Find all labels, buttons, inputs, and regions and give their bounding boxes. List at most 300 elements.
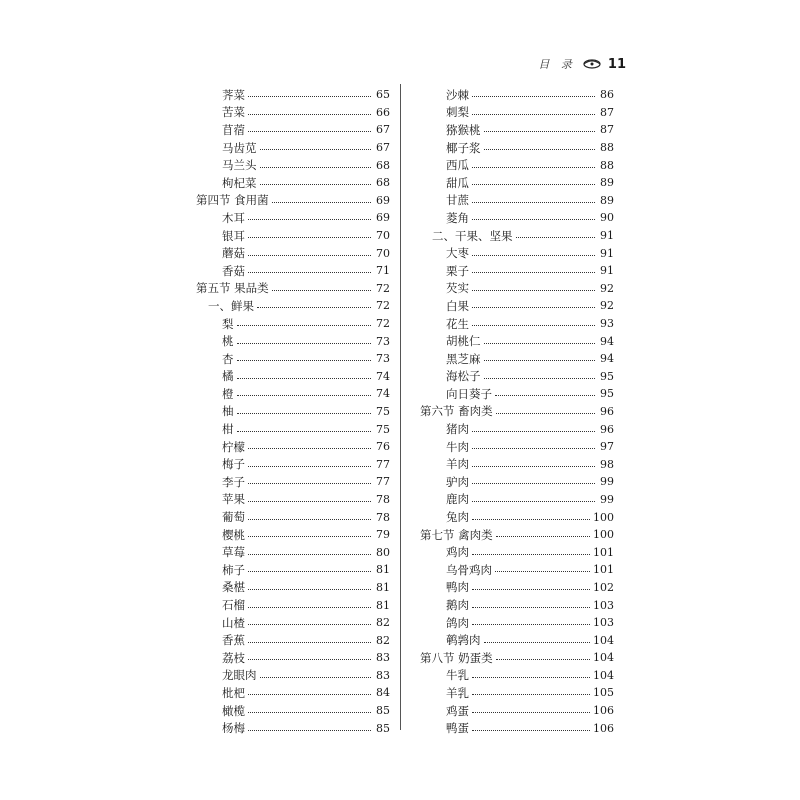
toc-item-entry[interactable] [196, 596, 390, 614]
toc-entry-title: 苹果 [222, 492, 245, 507]
toc-entry-page: 96 [600, 422, 614, 436]
toc-section-entry[interactable] [196, 192, 390, 210]
toc-item-entry[interactable] [420, 280, 614, 298]
toc-entry-page: 67 [376, 123, 390, 137]
toc-entry-page: 74 [376, 387, 390, 401]
toc-entry-page: 93 [600, 317, 614, 331]
toc-entry-page: 82 [376, 616, 390, 630]
dot-leader [257, 307, 371, 308]
toc-entry-page: 106 [593, 704, 614, 718]
toc-item-entry[interactable] [420, 631, 614, 649]
dot-leader [248, 131, 371, 132]
toc-item-entry[interactable] [196, 649, 390, 667]
dot-leader [248, 642, 371, 643]
toc-entry-page: 99 [600, 475, 614, 489]
page-header [538, 56, 626, 72]
decorative-leaf-icon [582, 58, 602, 70]
toc-item-entry[interactable] [420, 209, 614, 227]
toc-section-entry[interactable] [420, 649, 614, 667]
toc-entry-page: 87 [600, 123, 614, 137]
toc-item-entry[interactable] [196, 420, 390, 438]
toc-entry-title: 蘑菇 [222, 246, 245, 261]
toc-entry-page: 68 [376, 158, 390, 172]
toc-entry-page: 106 [593, 721, 614, 735]
dot-leader [495, 571, 590, 572]
toc-entry-title: 鸡蛋 [446, 703, 469, 718]
toc-entry-title: 羊肉 [446, 457, 469, 472]
dot-leader [472, 694, 590, 695]
toc-item-entry[interactable] [420, 121, 614, 139]
dot-leader [237, 343, 372, 344]
toc-entry-title: 鹿肉 [446, 492, 469, 507]
toc-item-entry[interactable] [420, 86, 614, 104]
toc-entry-title: 一、鲜果 [208, 298, 254, 313]
dot-leader [472, 167, 595, 168]
dot-leader [472, 677, 590, 678]
dot-leader [248, 624, 371, 625]
toc-item-entry[interactable] [196, 543, 390, 561]
toc-entry-page: 81 [376, 580, 390, 594]
toc-entry-page: 85 [376, 721, 390, 735]
dot-leader [248, 114, 371, 115]
toc-item-entry[interactable] [196, 139, 390, 157]
dot-leader [248, 501, 371, 502]
toc-entry-title: 第七节 禽肉类 [420, 527, 493, 542]
toc-entry-page: 76 [376, 440, 390, 454]
toc-entry-title: 向日葵子 [446, 386, 492, 401]
dot-leader [496, 536, 590, 537]
toc-entry-title: 第五节 果品类 [196, 281, 269, 296]
dot-leader [472, 712, 590, 713]
toc-entry-title: 马兰头 [222, 158, 257, 173]
dot-leader [472, 554, 590, 555]
toc-entry-page: 103 [593, 616, 614, 630]
toc-entry-title: 梨 [222, 316, 234, 331]
toc-section-entry[interactable] [420, 403, 614, 421]
toc-right-column [420, 86, 614, 737]
toc-item-entry[interactable] [420, 667, 614, 685]
toc-entry-title: 荔枝 [222, 650, 245, 665]
dot-leader [248, 607, 371, 608]
toc-item-entry[interactable] [196, 508, 390, 526]
toc-entry-title: 芡实 [446, 281, 469, 296]
toc-section-entry[interactable] [420, 526, 614, 544]
toc-item-entry[interactable] [196, 719, 390, 737]
toc-item-entry[interactable] [420, 702, 614, 720]
toc-entry-page: 100 [593, 528, 614, 542]
dot-leader [260, 167, 372, 168]
toc-item-entry[interactable] [420, 262, 614, 280]
toc-entry-title: 鹅肉 [446, 598, 469, 613]
toc-item-entry[interactable] [420, 139, 614, 157]
toc-entry-title: 木耳 [222, 210, 245, 225]
toc-entry-title: 第八节 奶蛋类 [420, 650, 493, 665]
toc-item-entry[interactable] [196, 403, 390, 421]
toc-item-entry[interactable] [420, 174, 614, 192]
toc-entry-title: 牛乳 [446, 668, 469, 683]
toc-item-entry[interactable] [196, 86, 390, 104]
toc-item-entry[interactable] [196, 332, 390, 350]
toc-entry-title: 龙眼肉 [222, 668, 257, 683]
toc-entry-page: 92 [600, 299, 614, 313]
toc-entry-title: 椰子浆 [446, 140, 481, 155]
toc-item-entry[interactable] [196, 244, 390, 262]
toc-entry-title: 花生 [446, 316, 469, 331]
toc-item-entry[interactable] [420, 719, 614, 737]
column-divider [400, 84, 401, 730]
dot-leader [472, 431, 595, 432]
toc-entry-title: 鸭蛋 [446, 721, 469, 736]
toc-entry-page: 91 [600, 246, 614, 260]
dot-leader [237, 360, 372, 361]
toc-entry-title: 黑芝麻 [446, 351, 481, 366]
toc-entry-title: 甘蔗 [446, 193, 469, 208]
toc-entry-title: 刺梨 [446, 105, 469, 120]
toc-entry-page: 82 [376, 633, 390, 647]
toc-entry-title: 苜蓿 [222, 122, 245, 137]
toc-entry-title: 橘 [222, 369, 234, 384]
dot-leader [248, 659, 371, 660]
toc-entry-page: 83 [376, 651, 390, 665]
toc-entry-title: 第四节 食用菌 [196, 193, 269, 208]
toc-entry-page: 73 [376, 352, 390, 366]
dot-leader [237, 431, 372, 432]
toc-item-entry[interactable] [420, 491, 614, 509]
toc-entry-title: 葡萄 [222, 510, 245, 525]
toc-entry-title: 兔肉 [446, 510, 469, 525]
toc-entry-title: 猕猴桃 [446, 122, 481, 137]
toc-entry-page: 87 [600, 105, 614, 119]
toc-entry-title: 山楂 [222, 615, 245, 630]
toc-entry-title: 橄榄 [222, 703, 245, 718]
toc-entry-title: 李子 [222, 474, 245, 489]
toc-item-entry[interactable] [420, 684, 614, 702]
toc-entry-page: 100 [593, 510, 614, 524]
dot-leader [472, 607, 590, 608]
toc-item-entry[interactable] [196, 368, 390, 386]
toc-entry-page: 105 [593, 686, 614, 700]
toc-entry-page: 104 [593, 668, 614, 682]
dot-leader [472, 184, 595, 185]
toc-entry-page: 94 [600, 352, 614, 366]
toc-item-entry[interactable] [196, 438, 390, 456]
toc-item-entry[interactable] [420, 332, 614, 350]
toc-entry-title: 苦菜 [222, 105, 245, 120]
toc-item-entry[interactable] [420, 561, 614, 579]
toc-entry-page: 95 [600, 369, 614, 383]
toc-entry-page: 94 [600, 334, 614, 348]
dot-leader [472, 290, 595, 291]
toc-entry-title: 第六节 畜肉类 [420, 404, 493, 419]
toc-entry-page: 75 [376, 422, 390, 436]
toc-entry-title: 梅子 [222, 457, 245, 472]
toc-item-entry[interactable] [196, 684, 390, 702]
toc-entry-title: 甜瓜 [446, 175, 469, 190]
toc-entry-title: 柚 [222, 404, 234, 419]
toc-item-entry[interactable] [196, 174, 390, 192]
dot-leader [248, 483, 371, 484]
toc-item-entry[interactable] [420, 385, 614, 403]
toc-item-entry[interactable] [196, 473, 390, 491]
dot-leader [472, 307, 595, 308]
toc-item-entry[interactable] [196, 104, 390, 122]
dot-leader [484, 378, 596, 379]
toc-entry-title: 橙 [222, 386, 234, 401]
toc-entry-page: 74 [376, 369, 390, 383]
dot-leader [237, 325, 372, 326]
dot-leader [248, 589, 371, 590]
toc-entry-title: 枸杞菜 [222, 175, 257, 190]
toc-item-entry[interactable] [420, 368, 614, 386]
toc-entry-title: 香菇 [222, 263, 245, 278]
toc-section-entry[interactable] [196, 280, 390, 298]
toc-item-entry[interactable] [420, 455, 614, 473]
toc-item-entry[interactable] [196, 262, 390, 280]
dot-leader [248, 448, 371, 449]
toc-item-entry[interactable] [196, 526, 390, 544]
toc-item-entry[interactable] [196, 156, 390, 174]
toc-item-entry[interactable] [420, 244, 614, 262]
dot-leader [472, 483, 595, 484]
toc-entry-title: 胡桃仁 [446, 334, 481, 349]
toc-subsection-entry[interactable] [420, 227, 614, 245]
toc-entry-page: 91 [600, 229, 614, 243]
toc-item-entry[interactable] [420, 315, 614, 333]
toc-entry-page: 101 [593, 545, 614, 559]
toc-item-entry[interactable] [196, 455, 390, 473]
toc-entry-page: 70 [376, 229, 390, 243]
toc-item-entry[interactable] [420, 543, 614, 561]
toc-item-entry[interactable] [420, 438, 614, 456]
dot-leader [248, 536, 371, 537]
header-title: 目 录 [538, 58, 576, 71]
toc-item-entry[interactable] [420, 156, 614, 174]
toc-item-entry[interactable] [196, 631, 390, 649]
toc-item-entry[interactable] [196, 385, 390, 403]
toc-entry-title: 驴肉 [446, 474, 469, 489]
toc-entry-page: 96 [600, 404, 614, 418]
toc-entry-title: 菱角 [446, 210, 469, 225]
dot-leader [472, 202, 595, 203]
toc-entry-title: 鸭肉 [446, 580, 469, 595]
dot-leader [248, 237, 371, 238]
dot-leader [472, 96, 595, 97]
toc-entry-page: 77 [376, 475, 390, 489]
toc-entry-title: 猪肉 [446, 422, 469, 437]
toc-item-entry[interactable] [196, 667, 390, 685]
toc-entry-page: 69 [376, 211, 390, 225]
toc-entry-page: 70 [376, 246, 390, 260]
toc-entry-page: 99 [600, 492, 614, 506]
dot-leader [496, 659, 590, 660]
dot-leader [472, 519, 590, 520]
toc-entry-title: 马齿苋 [222, 140, 257, 155]
toc-entry-page: 91 [600, 264, 614, 278]
toc-entry-page: 92 [600, 281, 614, 295]
dot-leader [248, 694, 371, 695]
toc-entry-title: 栗子 [446, 263, 469, 278]
dot-leader [472, 624, 590, 625]
dot-leader [484, 149, 596, 150]
toc-entry-page: 72 [376, 281, 390, 295]
toc-entry-title: 柑 [222, 422, 234, 437]
toc-entry-title: 桑椹 [222, 580, 245, 595]
toc-entry-page: 95 [600, 387, 614, 401]
toc-entry-title: 西瓜 [446, 158, 469, 173]
toc-entry-title: 柿子 [222, 562, 245, 577]
toc-left-column [196, 86, 390, 737]
toc-entry-title: 杨梅 [222, 721, 245, 736]
toc-item-entry[interactable] [196, 614, 390, 632]
toc-entry-page: 78 [376, 510, 390, 524]
toc-entry-title: 荠菜 [222, 87, 245, 102]
dot-leader [248, 554, 371, 555]
dot-leader [248, 219, 371, 220]
dot-leader [516, 237, 596, 238]
toc-entry-page: 65 [376, 88, 390, 102]
dot-leader [472, 589, 590, 590]
toc-entry-page: 83 [376, 668, 390, 682]
toc-entry-title: 樱桃 [222, 527, 245, 542]
toc-entry-page: 89 [600, 193, 614, 207]
toc-entry-title: 香蕉 [222, 633, 245, 648]
toc-entry-title: 草莓 [222, 545, 245, 560]
toc-entry-page: 102 [593, 580, 614, 594]
toc-entry-title: 二、干果、坚果 [432, 228, 513, 243]
toc-entry-page: 88 [600, 158, 614, 172]
dot-leader [248, 255, 371, 256]
toc-entry-page: 103 [593, 598, 614, 612]
toc-item-entry[interactable] [196, 579, 390, 597]
toc-item-entry[interactable] [196, 209, 390, 227]
toc-entry-title: 石榴 [222, 598, 245, 613]
dot-leader [472, 501, 595, 502]
dot-leader [248, 96, 371, 97]
toc-subsection-entry[interactable] [196, 297, 390, 315]
toc-entry-title: 鹌鹑肉 [446, 633, 481, 648]
toc-entry-title: 杏 [222, 351, 234, 366]
toc-entry-title: 银耳 [222, 228, 245, 243]
toc-entry-page: 66 [376, 105, 390, 119]
toc-entry-page: 69 [376, 193, 390, 207]
dot-leader [237, 413, 372, 414]
toc-entry-page: 85 [376, 704, 390, 718]
dot-leader [260, 149, 372, 150]
toc-item-entry[interactable] [420, 473, 614, 491]
toc-entry-page: 90 [600, 211, 614, 225]
dot-leader [472, 255, 595, 256]
toc-entry-page: 104 [593, 633, 614, 647]
toc-item-entry[interactable] [420, 596, 614, 614]
toc-entry-page: 75 [376, 404, 390, 418]
dot-leader [248, 730, 371, 731]
dot-leader [472, 114, 595, 115]
dot-leader [260, 677, 372, 678]
toc-item-entry[interactable] [196, 121, 390, 139]
dot-leader [484, 360, 596, 361]
toc-entry-title: 羊乳 [446, 685, 469, 700]
toc-item-entry[interactable] [420, 508, 614, 526]
dot-leader [272, 202, 371, 203]
dot-leader [472, 466, 595, 467]
toc-item-entry[interactable] [196, 350, 390, 368]
dot-leader [248, 519, 371, 520]
toc-entry-title: 海松子 [446, 369, 481, 384]
toc-entry-page: 84 [376, 686, 390, 700]
dot-leader [495, 395, 595, 396]
toc-entry-title: 鸽肉 [446, 615, 469, 630]
toc-item-entry[interactable] [196, 227, 390, 245]
dot-leader [484, 131, 596, 132]
dot-leader [260, 184, 372, 185]
dot-leader [472, 325, 595, 326]
toc-entry-page: 88 [600, 141, 614, 155]
toc-entry-page: 98 [600, 457, 614, 471]
toc-entry-title: 枇杷 [222, 685, 245, 700]
page-number: 11 [607, 56, 626, 72]
dot-leader [472, 730, 590, 731]
toc-entry-page: 68 [376, 176, 390, 190]
toc-entry-page: 78 [376, 492, 390, 506]
toc-entry-page: 101 [593, 563, 614, 577]
dot-leader [248, 712, 371, 713]
toc-item-entry[interactable] [420, 104, 614, 122]
toc-item-entry[interactable] [196, 491, 390, 509]
toc-item-entry[interactable] [196, 315, 390, 333]
toc-entry-title: 桃 [222, 334, 234, 349]
toc-entry-page: 79 [376, 528, 390, 542]
dot-leader [472, 448, 595, 449]
toc-entry-title: 柠檬 [222, 439, 245, 454]
toc-entry-page: 72 [376, 317, 390, 331]
toc-entry-page: 72 [376, 299, 390, 313]
toc-item-entry[interactable] [420, 614, 614, 632]
toc-item-entry[interactable] [420, 297, 614, 315]
dot-leader [248, 571, 371, 572]
toc-entry-title: 牛肉 [446, 439, 469, 454]
toc-entry-title: 沙棘 [446, 87, 469, 102]
dot-leader [237, 395, 372, 396]
dot-leader [484, 343, 596, 344]
toc-item-entry[interactable] [420, 579, 614, 597]
toc-entry-page: 89 [600, 176, 614, 190]
toc-item-entry[interactable] [420, 350, 614, 368]
dot-leader [472, 219, 595, 220]
toc-entry-page: 81 [376, 563, 390, 577]
toc-entry-title: 白果 [446, 298, 469, 313]
toc-entry-page: 80 [376, 545, 390, 559]
toc-item-entry[interactable] [420, 420, 614, 438]
dot-leader [272, 290, 371, 291]
dot-leader [472, 272, 595, 273]
toc-entry-page: 77 [376, 457, 390, 471]
dot-leader [484, 642, 591, 643]
toc-entry-page: 73 [376, 334, 390, 348]
dot-leader [496, 413, 595, 414]
toc-item-entry[interactable] [196, 702, 390, 720]
toc-entry-page: 97 [600, 440, 614, 454]
toc-entry-title: 乌骨鸡肉 [446, 562, 492, 577]
toc-item-entry[interactable] [420, 192, 614, 210]
dot-leader [237, 378, 372, 379]
toc-entry-page: 81 [376, 598, 390, 612]
toc-item-entry[interactable] [196, 561, 390, 579]
toc-entry-page: 71 [376, 264, 390, 278]
toc-entry-title: 鸡肉 [446, 545, 469, 560]
toc-entry-title: 大枣 [446, 246, 469, 261]
dot-leader [248, 272, 371, 273]
toc-entry-page: 104 [593, 651, 614, 665]
